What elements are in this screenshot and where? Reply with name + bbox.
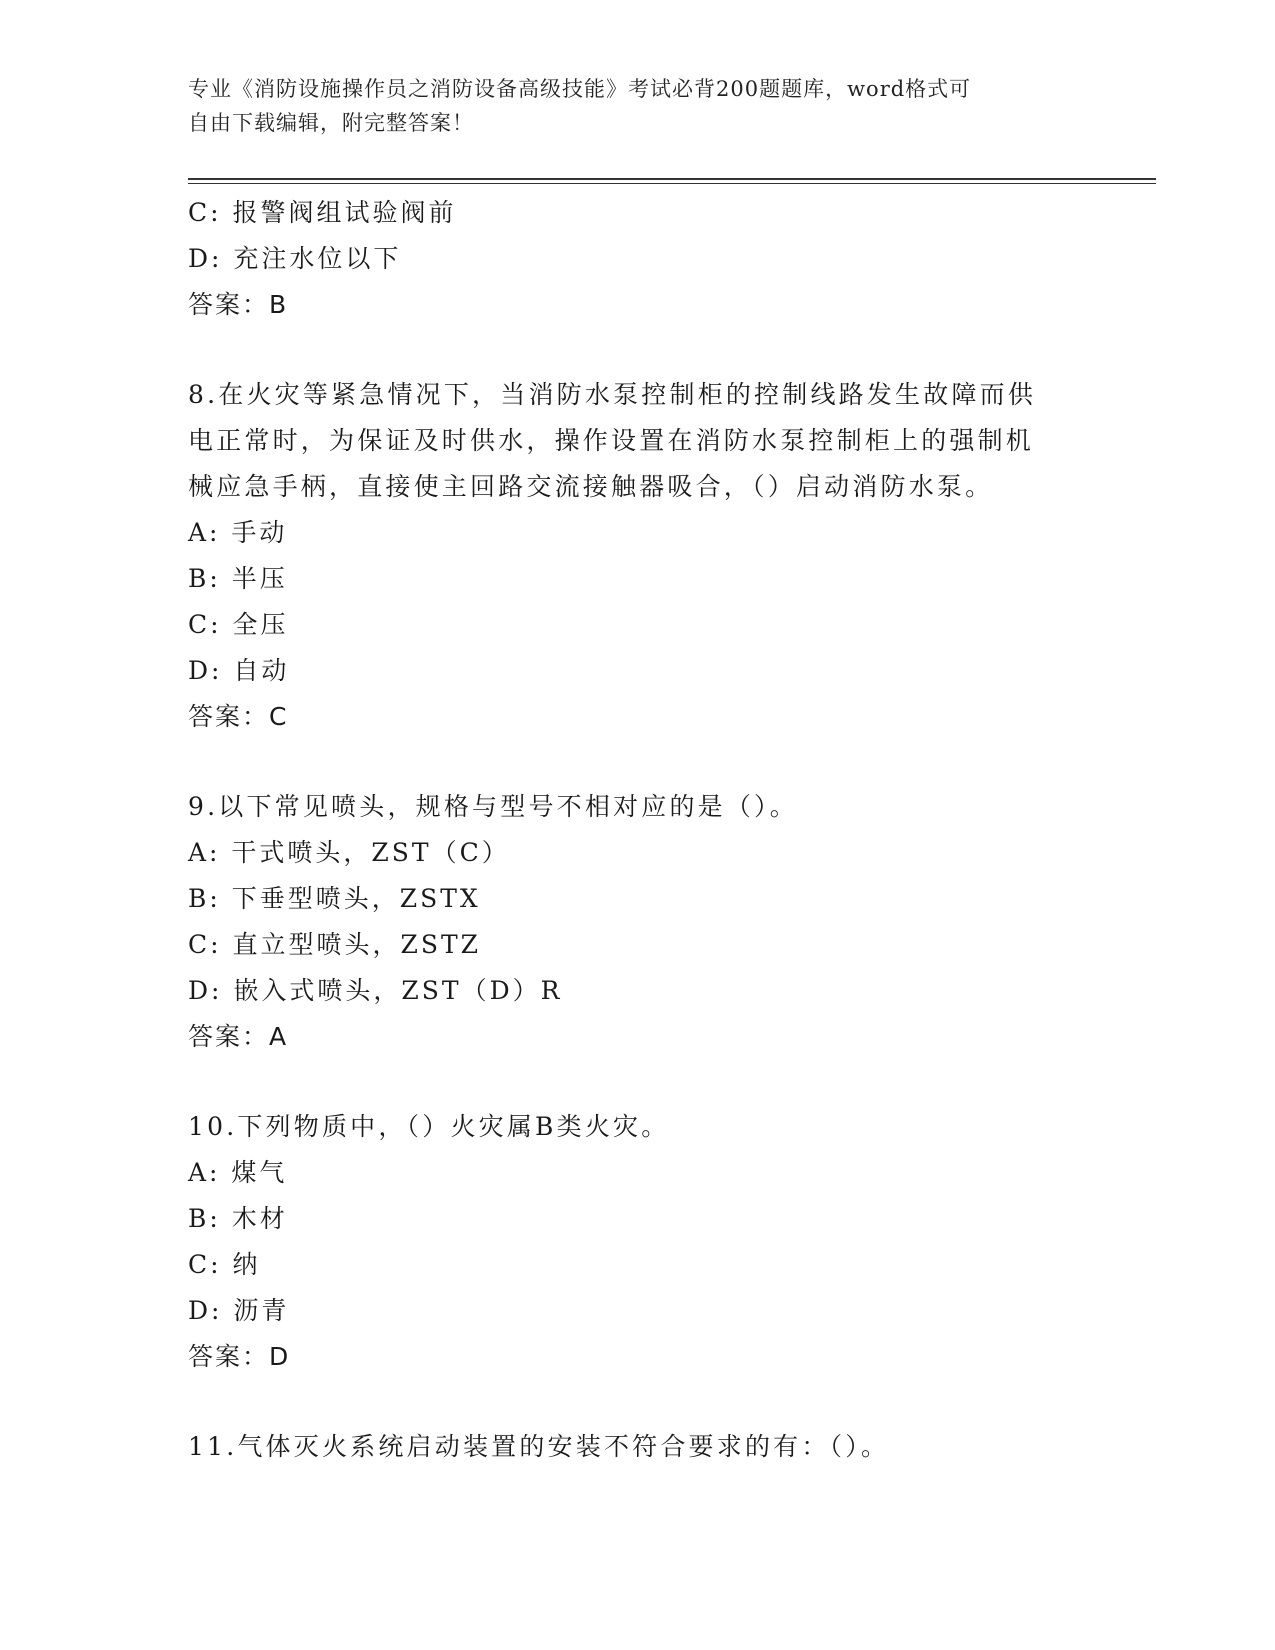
option-c: C: 全压	[188, 610, 289, 639]
answer: 答案：A	[188, 1022, 289, 1051]
question-text-line: 电正常时，为保证及时供水，操作设置在消防水泵控制柜上的强制机	[188, 426, 1035, 455]
answer: 答案：D	[188, 1342, 291, 1371]
option-d: D: 自动	[188, 656, 290, 685]
header-divider-thin	[188, 183, 1156, 184]
question-text-line: 11.气体灭火系统启动装置的安装不符合要求的有：（）。	[188, 1432, 890, 1461]
option-a: A: 煤气	[188, 1158, 288, 1187]
option-d: D: 嵌入式喷头，ZST（D）R	[188, 976, 563, 1005]
document-body	[188, 190, 1088, 1470]
option-b: B: 下垂型喷头，ZSTX	[188, 884, 481, 913]
option-b: B: 木材	[188, 1204, 288, 1233]
question-7-tail	[188, 190, 1088, 328]
option-d: D: 充注水位以下	[188, 244, 402, 273]
spacer	[188, 1060, 1088, 1104]
option-c: C: 报警阀组试验阀前	[188, 198, 457, 227]
spacer	[188, 328, 1088, 372]
document-header	[188, 72, 1088, 140]
spacer	[188, 1380, 1088, 1424]
header-divider-thick	[188, 178, 1156, 180]
option-c: C: 直立型喷头，ZSTZ	[188, 930, 482, 959]
question-text-line: 9.以下常见喷头，规格与型号不相对应的是（）。	[188, 792, 798, 821]
question-8	[188, 372, 1088, 740]
question-10	[188, 1104, 1088, 1380]
option-b: B: 半压	[188, 564, 288, 593]
option-d: D: 沥青	[188, 1296, 290, 1325]
question-text-line: 10.下列物质中，（）火灾属B类火灾。	[188, 1112, 670, 1141]
question-text-line: 8.在火灾等紧急情况下，当消防水泵控制柜的控制线路发生故障而供	[188, 380, 1037, 409]
answer: 答案：B	[188, 290, 289, 319]
question-11	[188, 1424, 1088, 1470]
header-line-1: 专业《消防设施操作员之消防设备高级技能》考试必背200题题库，word格式可	[188, 77, 972, 101]
answer: 答案：C	[188, 702, 289, 731]
option-a: A: 手动	[188, 518, 288, 547]
header-line-2: 自由下载编辑，附完整答案！	[188, 111, 474, 135]
question-9	[188, 784, 1088, 1060]
option-a: A: 干式喷头，ZST（C）	[188, 838, 510, 867]
spacer	[188, 740, 1088, 784]
question-text-line: 械应急手柄，直接使主回路交流接触器吸合，（）启动消防水泵。	[188, 472, 994, 501]
option-c: C: 纳	[188, 1250, 261, 1279]
